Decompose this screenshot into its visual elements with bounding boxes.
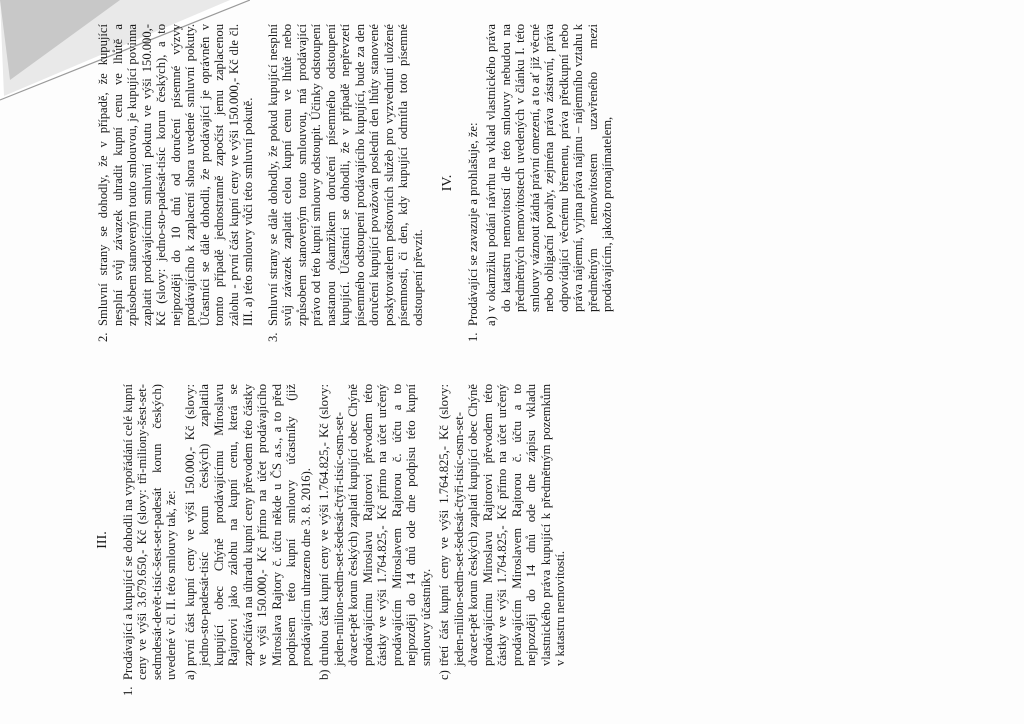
- sub-item-a: [183, 384, 314, 680]
- item-number: 3.: [265, 332, 280, 342]
- sub-item-c: [437, 384, 568, 680]
- sub-label: b): [317, 669, 331, 680]
- item-body: [121, 384, 568, 680]
- sub-text: druhou část kupní ceny ve výši 1.764.825,- Kč (slovy: jeden-milion-sedm-set-šedesát-čtyři-tisíc-osm-set-dvacet-pět korun českých) zaplatí kupující obec Chýně prodávajícímu Miroslavu Rajtorovi převodem této částky ve výši 1.764.825,- Kč přímo na účet určený prodávajícím Miroslavem Rajtorou č. účtu a to nejpozději do 14 dnů ode dne podpisu této kupní smlouvy účastníky.: [317, 384, 433, 666]
- sub-label: a): [484, 316, 498, 326]
- column-section-iii: [96, 384, 946, 696]
- item-text: Smluvní strany se dohodly, že v případě, že kupující nesplní svůj závazek uhradit kupní cenu ve lhůtě a způsobem stanoveným touto smlouvou, je kupující povinna zaplatit prodávajícímu smluvní pokutu ve výši 150.000,- Kč (slovy: jedno-sto-padesát-tisíc korun českých), a to nejpozději do 10 dnů od doručení písemné výzvy prodávajícího k zaplacení shora uvedené smluvní pokuty. Účastníci se dále dohodli, že prodávající je oprávněn v tomto případě jednostranně započíst jemu zaplacenou zálohu - první část kupní ceny ve výši 150.000,- Kč dle čl. III. a) této smlouvy vůči této smluvní pokutě.: [96, 24, 255, 326]
- sub-item-b: [317, 384, 433, 680]
- sub-text: první část kupní ceny ve výši 150.000,- Kč (slovy: jedno-sto-padesát-tisíc korun českých) zaplatila kupující obec Chýně prodávajícímu Miroslavu Rajtorovi jako zálohu na kupní cenu, která se započítává na úhradu kupní ceny převodem této částky ve výši 150.000,- Kč přímo na účet prodávajícího Miroslava Rajtory č. účtu někde u ČS a.s., a to před podpisem této kupní smlouvy účastníky (již prodávajícím uhrazeno dne 3. 8. 2016).: [182, 384, 313, 666]
- item-intro: Prodávající a kupující se dohodli na vypořádání celé kupní ceny ve výši 3.679.650,- Kč (slovy: tři-miliony-šest-set-sedmdesát-devět-tisíc-šest-set-padesát korun českých) uvedené v čl. II. této smlouvy tak, že:: [120, 384, 178, 680]
- item-body: [466, 24, 615, 326]
- section-iv-heading: IV.: [440, 174, 455, 192]
- column-section-iii-iv: [96, 24, 946, 342]
- section-iii-item-1: [121, 384, 568, 696]
- item-number: 1.: [465, 332, 480, 342]
- section-iv-item-1: [466, 24, 615, 342]
- item-text: Smluvní strany se dále dohodly, že pokud kupující nesplní svůj závazek zaplatit celou kupní cenu ve lhůtě nebo způsobem stanoveným touto smlouvou, má prodávající právo od této kupní smlouvy odstoupit. Účinky odstoupení nastanou okamžikem doručení písemného odstoupení kupující. Účastníci se dohodli, že v případě nepřevzetí písemného odstoupení prodávajícího kupující, bude za den doručení kupující považován poslední den lhůty stanovené poskytovatelem poštovních služeb pro vyzvednutí uložené písemnosti, či den, kdy kupující odmítla toto písemné odstoupení převzít.: [265, 24, 425, 326]
- item-number: 2.: [96, 332, 110, 342]
- sub-item-a: [484, 24, 615, 326]
- sub-text: třetí část kupní ceny ve výši 1.764.825,- Kč (slovy: jeden-milion-sedm-set-šedesát-čtyři-tisíc-osm-set-dvacet-pět korun českých) zaplatí kupující obec Chýně prodávajícímu Miroslavu Rajtorovi převodem této částky ve výši 1.764.825,- Kč přímo na účet určený prodávajícím Miroslavem Rajtorou č. účtu a to nejpozději do 14 dnů ode dne zápisu vkladu vlastnického práva kupující k předmětným pozemkům v katastru nemovitostí.: [437, 384, 567, 666]
- sub-label: c): [437, 670, 451, 680]
- item-number: 1.: [120, 686, 135, 696]
- section-iii-item-3: [266, 24, 426, 342]
- sub-text: v okamžiku podání návrhu na vklad vlastnického práva do katastru nemovitostí dle této smlouvy nebudou na předmětných nemovitostech uvedených v článku I. této smlouvy váznout žádná právní omezení, a to ať již věcné nebo obligační povahy, zejména práva zástavní, práva odpovídající věcnému břemenu, práva předkupní nebo práva nájemní, vyjma práva nájmu – nájemního vztahu k předmětným nemovitostem uzavřeného mezi prodávajícím, jakožto pronajímatelem,: [484, 24, 614, 312]
- item-intro: Prodávající se zavazuje a prohlašuje, že:: [465, 122, 480, 326]
- sub-label: a): [182, 670, 197, 680]
- section-iii-item-2: [96, 24, 256, 342]
- section-iii-heading: III.: [95, 531, 110, 549]
